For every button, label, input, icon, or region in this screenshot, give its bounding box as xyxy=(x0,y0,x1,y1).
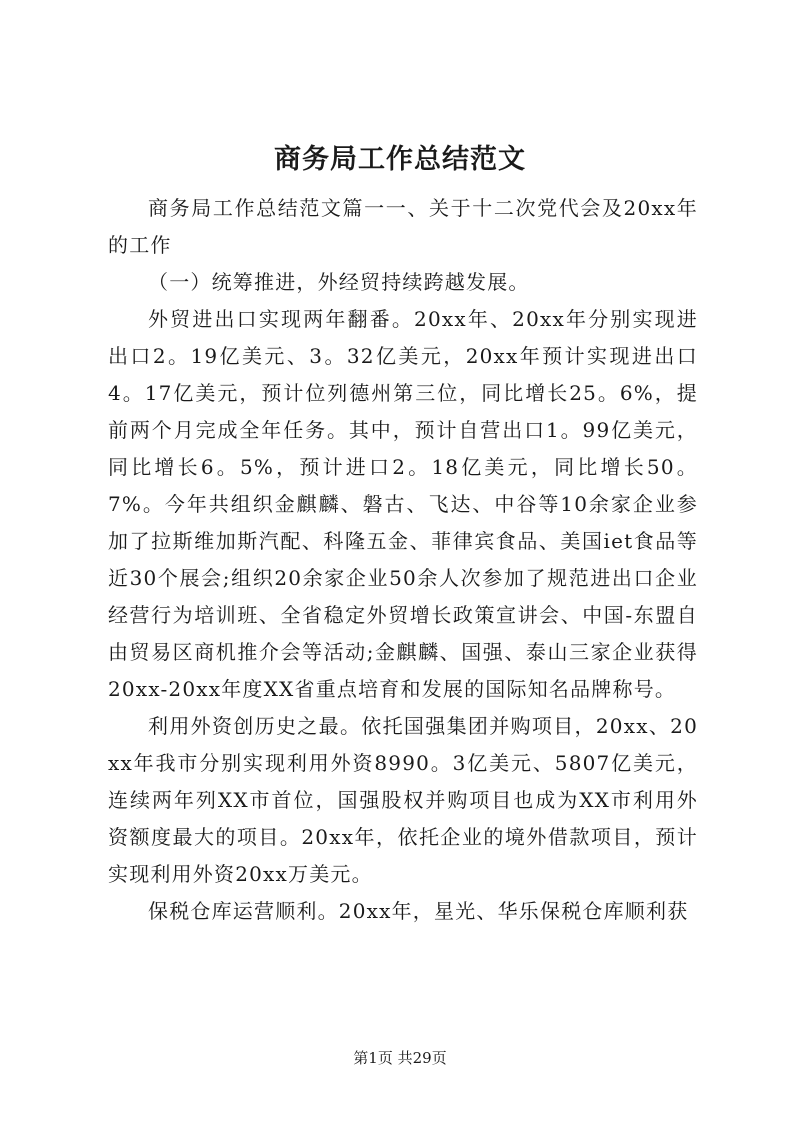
page-number-label: 第1页 共29页 xyxy=(353,1049,447,1067)
paragraph-section-heading: （一）统筹推进，外经贸持续跨越发展。 xyxy=(148,270,530,294)
document-title: 商务局工作总结范文 xyxy=(274,144,526,175)
page-footer xyxy=(0,1048,800,1068)
paragraph-foreign-investment: 利用外资创历史之最。依托国强集团并购项目，20xx、20xx年我市分别实现利用外资8990。3亿美元、5807亿美元，连续两年列XX市首位，国强股权并购项目也成为XX市利用外资额度最大的项目。20xx年，依托企业的境外借款项目，预计实现利用外资20xx万美元。 xyxy=(108,714,698,886)
paragraph-bonded-warehouse: 保税仓库运营顺利。20xx年，星光、华乐保税仓库顺利获 xyxy=(148,899,689,923)
paragraph-intro: 商务局工作总结范文篇一一、关于十二次党代会及20xx年的工作 xyxy=(108,196,698,257)
document-body xyxy=(108,190,698,930)
paragraph-foreign-trade: 外贸进出口实现两年翻番。20xx年、20xx年分别实现进出口2。19亿美元、3。32亿美元，20xx年预计实现进出口4。17亿美元，预计位列德州第三位，同比增长25。6%，提前两个月完成全年任务。其中，预计自营出口1。99亿美元，同比增长6。5%，预计进口2。18亿美元，同比增长50。7%。今年共组织金麒麟、磐古、飞达、中谷等10余家企业参加了拉斯维加斯汽配、科隆五金、菲律宾食品、美国iet食品等近30个展会;组织20余家企业50余人次参加了规范进出口企业经营行为培训班、全省稳定外贸增长政策宣讲会、中国-东盟自由贸易区商机推介会等活动;金麒麟、国强、泰山三家企业获得20xx-20xx年度XX省重点培育和发展的国际知名品牌称号。 xyxy=(108,307,698,701)
